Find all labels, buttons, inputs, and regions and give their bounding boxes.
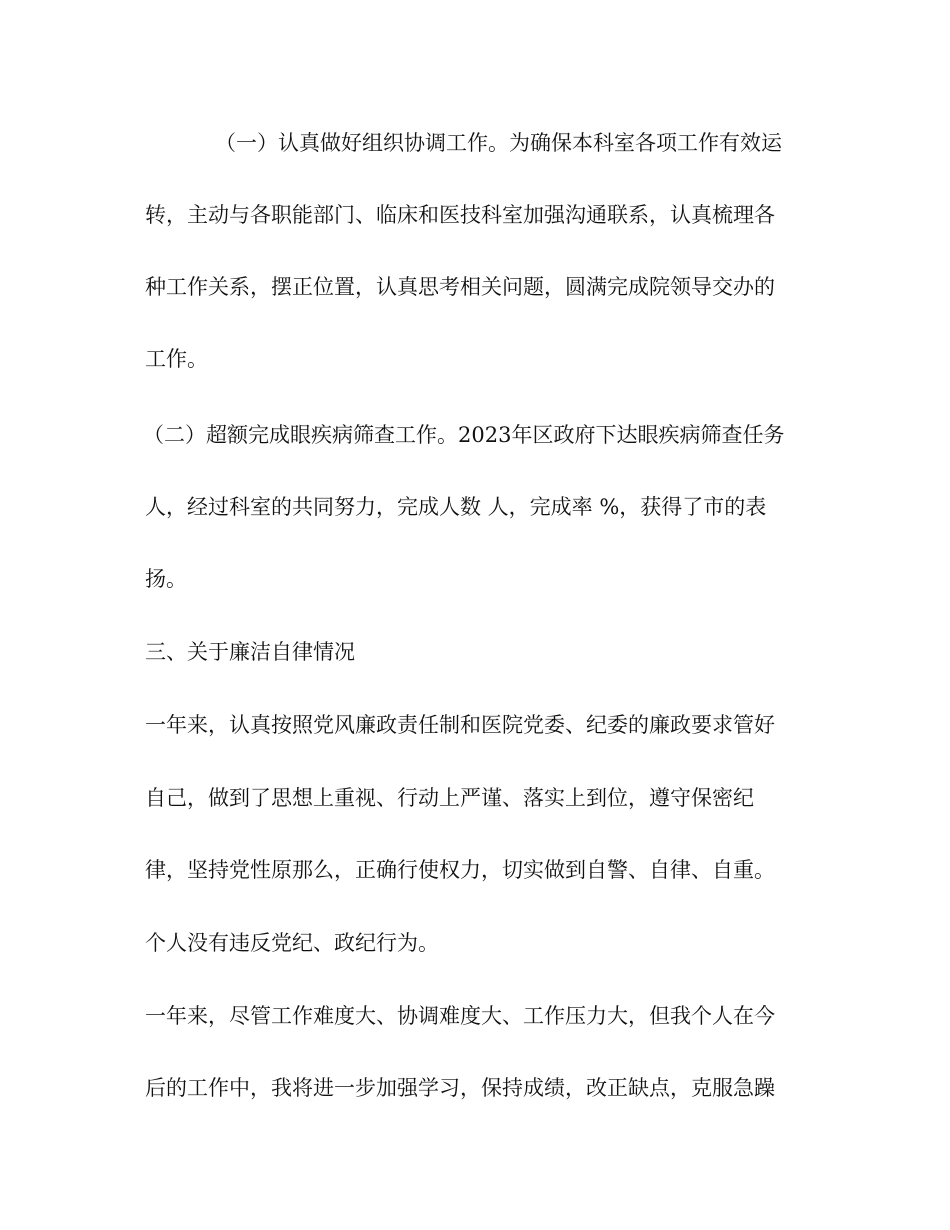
text-line: 后的工作中，我将进一步加强学习，保持成绩，改正缺点，克服急躁 (145, 1076, 775, 1100)
text-line: 一年来，尽管工作难度大、协调难度大、工作压力大，但我个人在今 (145, 1004, 775, 1028)
text-line: 人，经过科室的共同努力，完成人数 人，完成率 %，获得了市的表 (145, 495, 767, 519)
text-line: 个人没有违反党纪、政纪行为。 (145, 931, 439, 955)
section-heading: 三、关于廉洁自律情况 (145, 640, 355, 664)
text-line: 一年来，认真按照党风廉政责任制和医院党委、纪委的廉政要求管好 (145, 713, 775, 737)
text-line: 转，主动与各职能部门、临床和医技科室加强沟通联系，认真梳理各 (145, 203, 775, 227)
text-line: （二）超额完成眼疾病筛查工作。2023年区政府下达眼疾病筛查任务 (143, 423, 785, 447)
text-line: （一）认真做好组织协调工作。为确保本科室各项工作有效运 (215, 131, 782, 155)
text-line: 律，坚持党性原那么，正确行使权力，切实做到自警、自律、自重。 (145, 858, 775, 882)
text-line: 自己，做到了思想上重视、行动上严谨、落实上到位，遵守保密纪 (145, 786, 754, 810)
text-line: 扬。 (145, 567, 187, 591)
text-line: 种工作关系，摆正位置，认真思考相关问题，圆满完成院领导交办的 (145, 275, 775, 299)
text-line: 工作。 (145, 347, 208, 371)
